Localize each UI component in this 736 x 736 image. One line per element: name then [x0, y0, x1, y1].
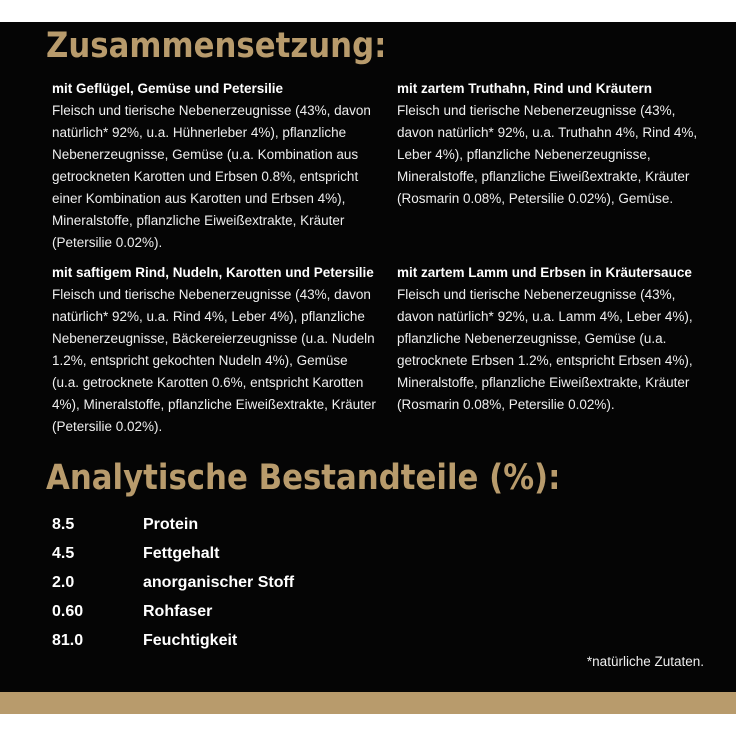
recipe-ingredients-text: Fleisch und tierische Nebenerzeugnisse (43%, davon natürlich* 92%, u.a. Lamm 4%, Leber 4%), pflanzliche Nebenerzeugnisse, Gemüse (u.a. getrocknete Erbsen 1.2%, entspricht Erbsen 4%), Mineralstoffe, pflanzliche Eiweißextrakte, Kräuter (Rosmarin 0.08%, Petersilie 0.02%). — [397, 287, 693, 412]
analysis-row — [52, 626, 452, 655]
analysis-row — [52, 510, 452, 539]
analysis-value: 8.5 — [52, 516, 75, 533]
analysis-table — [52, 510, 452, 655]
analysis-row — [52, 539, 452, 568]
analysis-heading: Analytische Bestandteile (%): — [46, 458, 561, 498]
recipe-subtitle: mit zartem Truthahn, Rind und Kräutern — [397, 81, 653, 96]
recipe-block-beef — [52, 262, 378, 438]
analysis-value: 0.60 — [52, 603, 84, 620]
analysis-value: 81.0 — [52, 632, 84, 649]
recipe-ingredients-text: Fleisch und tierische Nebenerzeugnisse (43%, davon natürlich* 92%, u.a. Rind 4%, Leber 4%), pflanzliche Nebenerzeugnisse, Bäckereierzeugnisse (u.a. Nudeln 1.2%, entspricht gekochten Nudeln 4%), Gemüse (u.a. getrocknete Karotten 0.6%, entspricht Karotten 4%), Mineralstoffe, pflanzliche Eiweißextrakte, Kräuter (Petersilie 0.02%). — [52, 287, 376, 434]
analysis-label: Rohfaser — [143, 603, 213, 620]
recipe-ingredients-text: Fleisch und tierische Nebenerzeugnisse (43%, davon natürlich* 92%, u.a. Hühnerleber 4%), pflanzliche Nebenerzeugnisse, Gemüse (u.a. Kombination aus getrockneten Karotten und Erbsen 0.8%, entspricht einer Kombination aus Karotten und Erbsen 4%), Mineralstoffe, pflanzliche Eiweißextrakte, Kräuter (Petersilie 0.02%). — [52, 103, 371, 250]
composition-heading: Zusammensetzung: — [46, 26, 387, 66]
recipe-subtitle: mit zartem Lamm und Erbsen in Kräutersauce — [397, 265, 692, 280]
analysis-row — [52, 597, 452, 626]
analysis-label: Protein — [143, 516, 199, 533]
analysis-label: anorganischer Stoff — [143, 574, 295, 591]
recipe-block-lamb — [397, 262, 707, 416]
analysis-value: 4.5 — [52, 545, 75, 562]
analysis-label: Fettgehalt — [143, 545, 220, 562]
footnote: *natürliche Zutaten. — [586, 654, 704, 669]
recipe-subtitle: mit Geflügel, Gemüse und Petersilie — [52, 81, 284, 96]
ingredients-panel — [0, 22, 736, 692]
analysis-row — [52, 568, 452, 597]
analysis-value: 2.0 — [52, 574, 75, 591]
recipe-block-poultry — [52, 78, 378, 254]
analysis-label: Feuchtigkeit — [143, 632, 238, 649]
accent-bar — [0, 692, 736, 714]
recipe-block-turkey — [397, 78, 707, 210]
recipe-subtitle: mit saftigem Rind, Nudeln, Karotten und Petersilie — [52, 265, 374, 280]
recipe-ingredients-text: Fleisch und tierische Nebenerzeugnisse (43%, davon natürlich* 92%, u.a. Truthahn 4%, Rind 4%, Leber 4%), pflanzliche Nebenerzeugnisse, Mineralstoffe, pflanzliche Eiweißextrakte, Kräuter (Rosmarin 0.08%, Petersilie 0.02%), Gemüse. — [397, 103, 698, 206]
